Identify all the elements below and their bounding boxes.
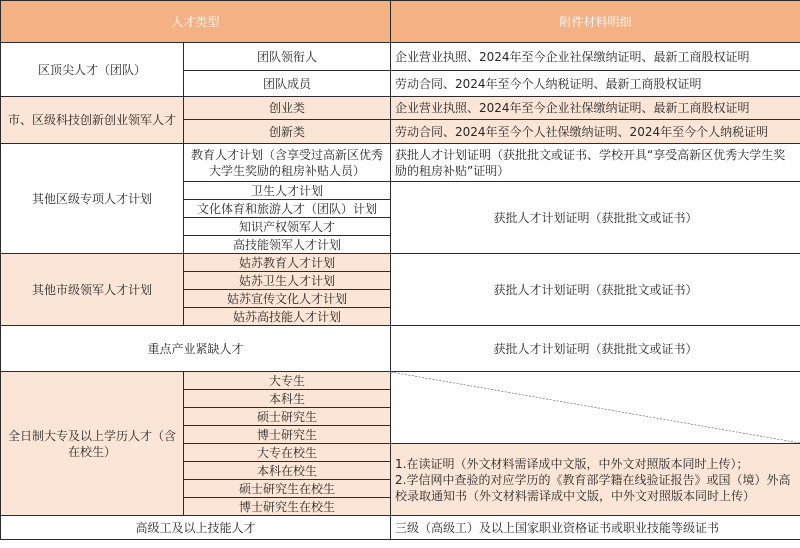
table-row xyxy=(1,516,800,540)
empty-diagonal-cell xyxy=(391,372,800,444)
subtype-cell: 知识产权领军人才 xyxy=(184,218,391,236)
material-cell-students xyxy=(391,444,800,516)
material-line: 2.学信网中查验的对应学历的《教育部学籍在线验证报告》或国（境）外高校录取通知书（外文材料需译成中文版，中外文对照版本同时上传） xyxy=(395,472,791,503)
material-cell: 获批人才计划证明（获批批文或证书、学校开具“享受高新区优秀大学生奖励的租房补贴”证明） xyxy=(391,144,800,182)
subtype-cell: 姑苏高技能人才计划 xyxy=(184,308,391,326)
subtype-cell: 卫生人才计划 xyxy=(184,182,391,200)
subtype-cell: 文化体育和旅游人才（团队）计划 xyxy=(184,200,391,218)
subtype-cell: 团队成员 xyxy=(184,71,391,97)
material-line: 1.在读证明（外文材料需译成中文版，中外文对照版本同时上传）； xyxy=(395,456,749,471)
header-materials: 附件材料明细 xyxy=(391,1,800,43)
table-row xyxy=(1,43,800,71)
subtype-cell: 博士研究生 xyxy=(184,426,391,444)
subtype-cell: 本科生 xyxy=(184,390,391,408)
material-cell: 获批人才计划证明（获批批文或证书） xyxy=(391,326,800,372)
subtype-cell: 博士研究生在校生 xyxy=(184,498,391,516)
subtype-cell: 硕士研究生在校生 xyxy=(184,480,391,498)
subtype-cell: 高技能领军人才计划 xyxy=(184,236,391,254)
material-cell: 三级（高级工）及以上国家职业资格证书或职业技能等级证书 xyxy=(391,516,800,540)
material-cell: 劳动合同、2024年至今个人社保缴纳证明、2024年至今个人纳税证明 xyxy=(391,120,800,144)
subtype-cell: 教育人才计划（含享受过高新区优秀大学生奖励的租房补贴人员） xyxy=(184,144,391,182)
subtype-cell: 大专在校生 xyxy=(184,444,391,462)
group-district-special: 其他区级专项人才计划 xyxy=(1,144,184,254)
material-cell: 获批人才计划证明（获批批文或证书） xyxy=(391,254,800,326)
group-city-leader: 其他市级领军人才计划 xyxy=(1,254,184,326)
header-category: 人才类型 xyxy=(1,1,391,43)
table-row xyxy=(1,97,800,120)
group-region-top-talent: 区顶尖人才（团队） xyxy=(1,43,184,97)
subtype-cell: 姑苏卫生人才计划 xyxy=(184,272,391,290)
group-advanced-skill: 高级工及以上技能人才 xyxy=(1,516,391,540)
material-cell: 劳动合同、2024年至今个人纳税证明、最新工商股权证明 xyxy=(391,71,800,97)
group-key-industry: 重点产业紧缺人才 xyxy=(1,326,391,372)
header-row xyxy=(1,1,800,43)
diagonal-line xyxy=(391,372,800,443)
subtype-cell: 硕士研究生 xyxy=(184,408,391,426)
group-fulltime-degree: 全日制大专及以上学历人才（含在校生） xyxy=(1,372,184,516)
subtype-cell: 姑苏教育人才计划 xyxy=(184,254,391,272)
subtype-cell: 团队领衔人 xyxy=(184,43,391,71)
material-cell: 获批人才计划证明（获批批文或证书） xyxy=(391,182,800,254)
table-row xyxy=(1,372,800,390)
subtype-cell: 姑苏宣传文化人才计划 xyxy=(184,290,391,308)
table-row xyxy=(1,144,800,182)
table-row xyxy=(1,254,800,272)
subtype-cell: 创新类 xyxy=(184,120,391,144)
subtype-cell: 大专生 xyxy=(184,372,391,390)
subtype-cell: 创业类 xyxy=(184,97,391,120)
table-row xyxy=(1,326,800,372)
material-cell: 企业营业执照、2024年至今企业社保缴纳证明、最新工商股权证明 xyxy=(391,43,800,71)
group-innovation-leader: 市、区级科技创新创业领军人才 xyxy=(1,97,184,144)
subtype-cell: 本科在校生 xyxy=(184,462,391,480)
material-cell: 企业营业执照、2024年至今企业社保缴纳证明、最新工商股权证明 xyxy=(391,97,800,120)
